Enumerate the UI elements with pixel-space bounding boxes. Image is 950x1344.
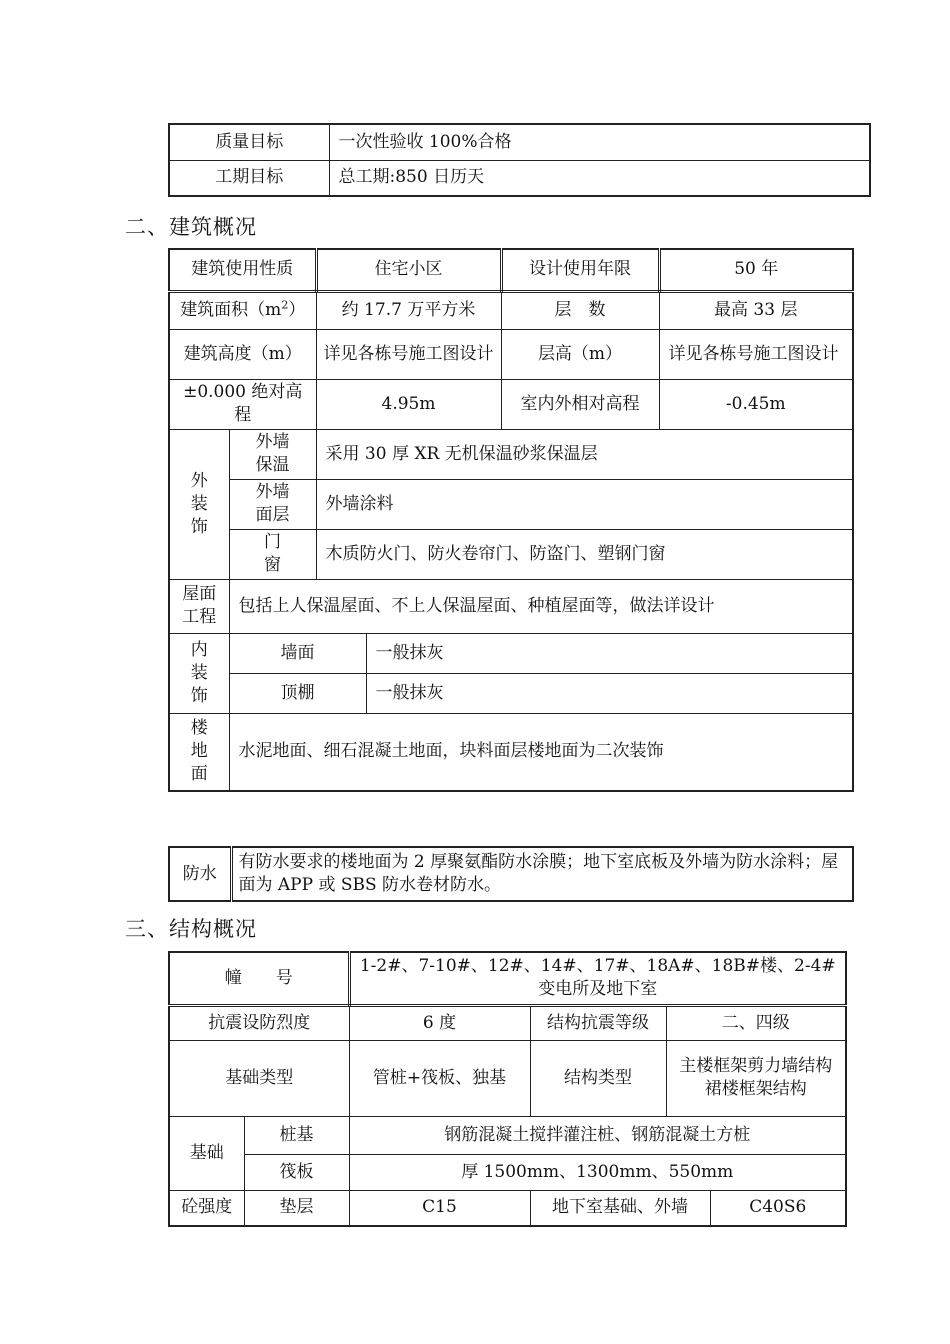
seismic-label: 抗震设防烈度 (169, 1005, 349, 1040)
ceiling-label: 顶棚 (229, 673, 366, 713)
elevation-label: ±0.000 绝对高程 (169, 379, 316, 429)
foundation-type-value: 管桩+筏板、独基 (349, 1040, 530, 1116)
door-window-value: 木质防火门、防火卷帘门、防盗门、塑钢门窗 (316, 529, 853, 579)
basement-foundation-label: 地下室基础、外墙 (530, 1190, 710, 1226)
ext-wall-insulation-value: 采用 30 厚 XR 无机保温砂浆保温层 (316, 429, 853, 479)
relative-elevation-label: 室内外相对高程 (501, 379, 659, 429)
section-3-title: 三、结构概况 (125, 917, 257, 941)
period-goal-value: 总工期:850 日历天 (329, 160, 870, 196)
storey-value: 详见各栋号施工图设计 (659, 329, 853, 379)
use-label: 建筑使用性质 (169, 249, 316, 291)
ceiling-value: 一般抹灰 (366, 673, 853, 713)
ext-wall-face-value: 外墙涂料 (316, 479, 853, 529)
section-2-title: 二、建筑概况 (125, 215, 257, 239)
roof-label: 屋面工程 (169, 579, 229, 633)
door-window-label: 门窗 (229, 529, 316, 579)
use-value: 住宅小区 (316, 249, 501, 291)
goals-table (168, 123, 871, 197)
basement-foundation-value: C40S6 (710, 1190, 846, 1226)
interior-deco-label: 内装饰 (169, 633, 229, 713)
life-label: 设计使用年限 (501, 249, 659, 291)
seismic-grade-value: 二、四级 (666, 1005, 846, 1040)
quality-goal-value: 一次性验收 100%合格 (329, 124, 870, 160)
seismic-value: 6 度 (349, 1005, 530, 1040)
waterproof-label: 防水 (169, 847, 231, 901)
building-number-label: 幢 号 (169, 952, 349, 1005)
structure-type-line-2: 裙楼框架结构 (704, 1079, 807, 1099)
floor-value: 水泥地面、细石混凝土地面，块料面层楼地面为二次装饰 (229, 713, 853, 791)
foundation-label: 基础 (169, 1116, 244, 1190)
storey-label: 层高（m） (501, 329, 659, 379)
waterproof-table (168, 846, 854, 902)
cushion-value: C15 (349, 1190, 530, 1226)
structure-type-value (666, 1040, 846, 1116)
raft-value: 厚 1500mm、1300mm、550mm (349, 1154, 846, 1190)
wall-label: 墙面 (229, 633, 366, 673)
structure-type-line-1: 主楼框架剪力墙结构 (679, 1056, 833, 1076)
height-value: 详见各栋号施工图设计 (316, 329, 501, 379)
floors-value: 最高 33 层 (659, 291, 853, 329)
structure-table (168, 951, 847, 1227)
concrete-strength-label: 砼强度 (169, 1190, 244, 1226)
building-number-value: 1-2#、7-10#、12#、14#、17#、18A#、18B#楼、2-4#变电所及地下室 (349, 952, 846, 1005)
quality-goal-label: 质量目标 (169, 124, 329, 160)
wall-value: 一般抹灰 (366, 633, 853, 673)
elevation-value: 4.95m (316, 379, 501, 429)
raft-label: 筏板 (244, 1154, 349, 1190)
foundation-type-label: 基础类型 (169, 1040, 349, 1116)
waterproof-value: 有防水要求的楼地面为 2 厚聚氨酯防水涂膜；地下室底板及外墙为防水涂料；屋面为 APP 或 SBS 防水卷材防水。 (231, 847, 853, 901)
height-label: 建筑高度（m） (169, 329, 316, 379)
ext-wall-face-label: 外墙面层 (229, 479, 316, 529)
seismic-grade-label: 结构抗震等级 (530, 1005, 666, 1040)
life-value: 50 年 (659, 249, 853, 291)
exterior-deco-label: 外装饰 (169, 429, 229, 579)
area-label: 建筑面积$(m^2)$ (169, 291, 316, 329)
architecture-table (168, 248, 854, 792)
area-value: 约 17.7 万平方米 (316, 291, 501, 329)
pile-label: 桩基 (244, 1116, 349, 1154)
floor-label: 楼地面 (169, 713, 229, 791)
floors-label: 层 数 (501, 291, 659, 329)
period-goal-label: 工期目标 (169, 160, 329, 196)
structure-type-label: 结构类型 (530, 1040, 666, 1116)
pile-value: 钢筋混凝土搅拌灌注桩、钢筋混凝土方桩 (349, 1116, 846, 1154)
cushion-label: 垫层 (244, 1190, 349, 1226)
ext-wall-insulation-label: 外墙保温 (229, 429, 316, 479)
roof-value: 包括上人保温屋面、不上人保温屋面、种植屋面等，做法详设计 (229, 579, 853, 633)
relative-elevation-value: -0.45m (659, 379, 853, 429)
